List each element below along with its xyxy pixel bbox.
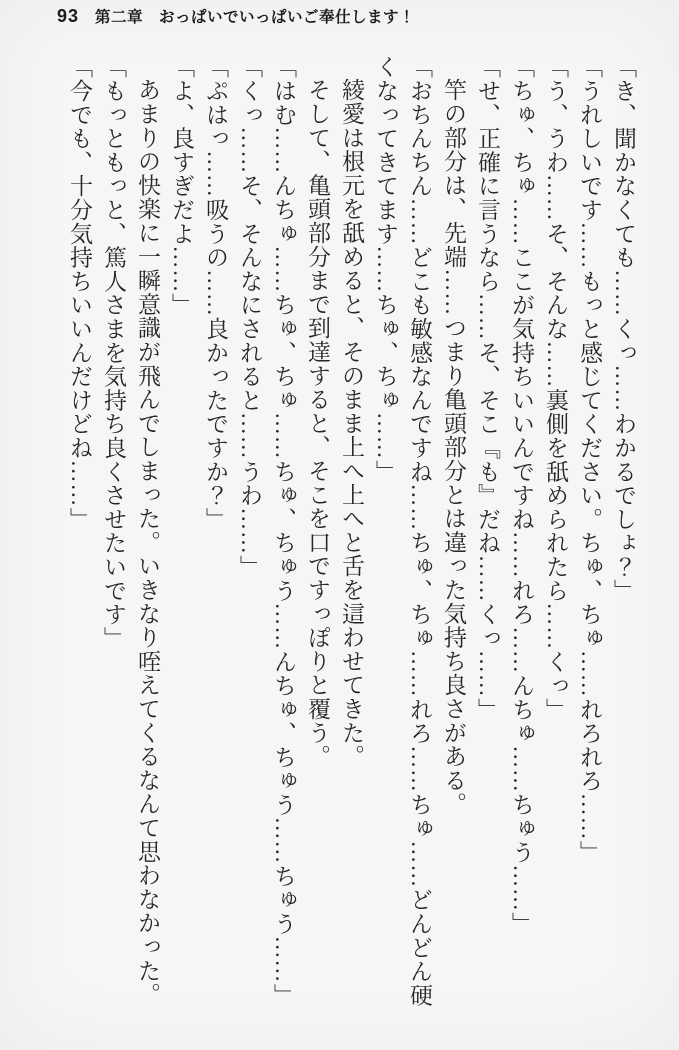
chapter-title: 第二章 おっぱいでいっぱいご奉仕します！	[95, 9, 416, 26]
page-header	[57, 5, 415, 27]
dialogue-paragraph: 「うれしいです……もっと感じてください。ちゅ、ちゅ……れろれろ……」	[577, 55, 602, 865]
dialogue-paragraph: 「もっともっと、篤人さまを気持ち良くさせたいです」	[101, 55, 126, 650]
page-number: 93	[57, 6, 80, 26]
dialogue-paragraph: 「はむ……んちゅ……ちゅ、ちゅ……ちゅ、ちゅう……んちゅ、ちゅう……ちゅう……」	[271, 55, 296, 1007]
dialogue-paragraph: 「き、聞かなくても……くっ……わかるでしょ？」	[611, 55, 636, 603]
narration-paragraph: そして、亀頭部分まで到達すると、そこを口ですっぽりと覆う。	[305, 78, 330, 769]
dialogue-paragraph: 「せ、正確に言うなら……そ、そこ『も』だね……くっ……」	[475, 55, 500, 722]
dialogue-paragraph: 「おちんちん……どこも敏感なんですね……ちゅ、ちゅ……れろ……ちゅ……どんどん硬くなってきてます……ちゅ、ちゅ……」	[373, 55, 432, 1007]
text-body	[62, 55, 640, 1015]
dialogue-paragraph: 「ぷはっ……吸うの……良かったですか？」	[203, 55, 228, 531]
narration-paragraph: 綾愛は根元を舐めると、そのまま上へ上へと舌を這わせてきた。	[339, 78, 364, 769]
dialogue-paragraph: 「よ、良すぎだよ……」	[169, 55, 194, 317]
narration-paragraph: 竿の部分は、先端……つまり亀頭部分とは違った気持ち良さがある。	[441, 78, 466, 816]
dialogue-paragraph: 「今でも、十分気持ちいいんだけどね……」	[67, 55, 92, 531]
narration-paragraph: あまりの快楽に一瞬意識が飛んでしまった。いきなり咥えてくるなんて思わなかった。	[135, 78, 160, 1007]
dialogue-paragraph: 「ちゅ、ちゅ……ここが気持ちいいんですね……れろ……んちゅ……ちゅう……」	[509, 55, 534, 936]
dialogue-paragraph: 「くっ……そ、そんなにされると……うわ……」	[237, 55, 262, 579]
dialogue-paragraph: 「う、うわ……そ、そんな……裏側を舐められたら……くっ」	[543, 55, 568, 722]
